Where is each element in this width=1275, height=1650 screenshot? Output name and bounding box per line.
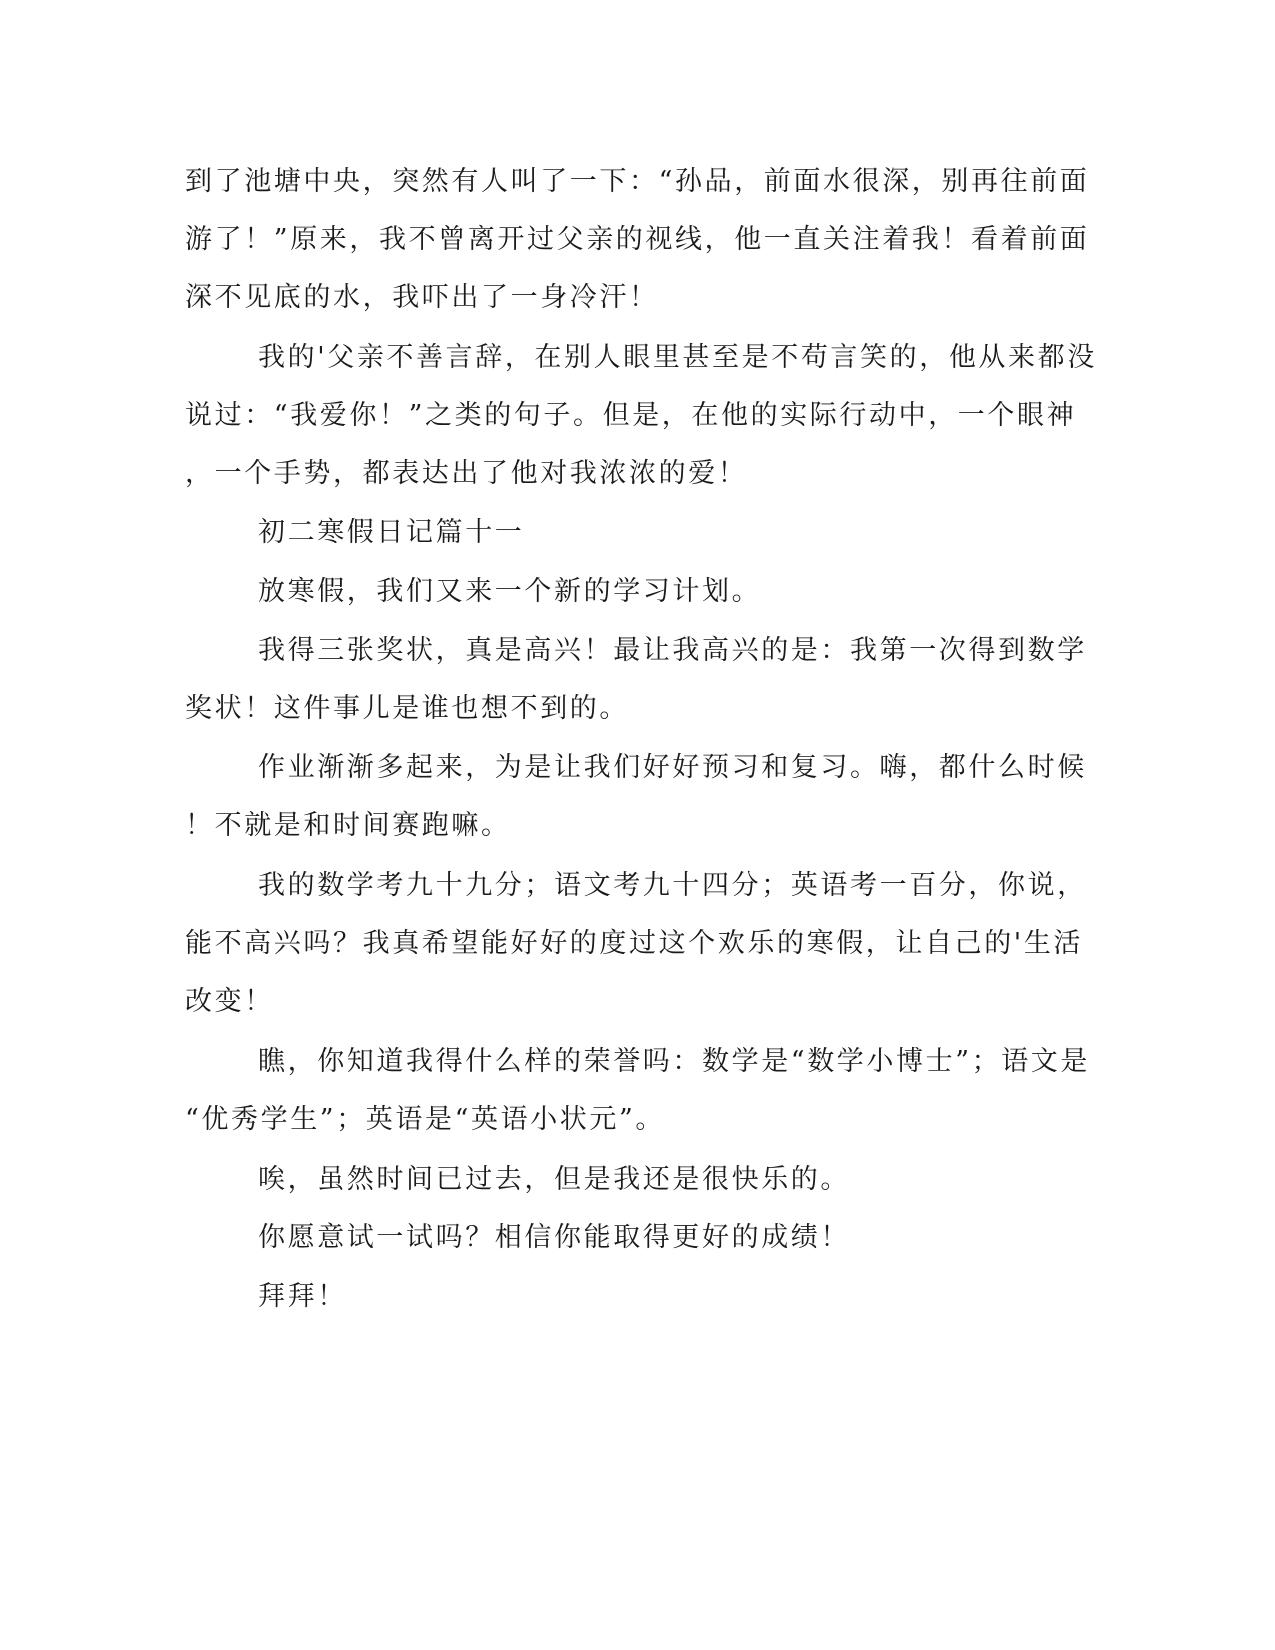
paragraph-first-line: 拜拜！ xyxy=(258,1281,347,1312)
paragraph-first-line: 你愿意试一试吗？相信你能取得更好的成绩！ xyxy=(258,1222,850,1253)
paragraph-first-line: 放寒假，我们又来一个新的学习计划。 xyxy=(258,576,762,607)
text-line: ！不就是和时间赛跑嘛。 xyxy=(185,810,511,841)
text-line: 游了！”原来，我不曾离开过父亲的视线，他一直关注着我！看着前面 xyxy=(185,224,1090,255)
paragraph-first-line: 作业渐渐多起来，为是让我们好好预习和复习。嗨，都什么时候 xyxy=(258,752,1087,783)
text-line: 改变！ xyxy=(185,986,274,1017)
text-line: 到了池塘中央，突然有人叫了一下：“孙品，前面水很深，别再往前面 xyxy=(185,166,1090,197)
text-line: 深不见底的水，我吓出了一身冷汗！ xyxy=(185,282,659,313)
text-line: 说过：“我爱你！”之类的句子。但是，在他的实际行动中，一个眼神 xyxy=(185,400,1077,431)
paragraph-first-line: 我的'父亲不善言辞，在别人眼里甚至是不苟言笑的，他从来都没 xyxy=(258,342,1097,373)
paragraph-first-line: 我得三张奖状，真是高兴！最让我高兴的是：我第一次得到数学 xyxy=(258,635,1087,666)
paragraph-first-line: 瞧，你知道我得什么样的荣誉吗：数学是“数学小博士”；语文是 xyxy=(258,1046,1091,1077)
paragraph-first-line: 我的数学考九十九分；语文考九十四分；英语考一百分，你说， xyxy=(258,870,1087,901)
text-line: 能不高兴吗？我真希望能好好的度过这个欢乐的寒假，让自己的'生活 xyxy=(185,928,1084,959)
text-line: 奖状！这件事儿是谁也想不到的。 xyxy=(185,693,629,724)
paragraph-first-line: 唉，虽然时间已过去，但是我还是很快乐的。 xyxy=(258,1164,850,1195)
section-heading: 初二寒假日记篇十一 xyxy=(258,517,525,548)
text-line: “优秀学生”；英语是“英语小状元”。 xyxy=(185,1104,666,1135)
text-line: ，一个手势，都表达出了他对我浓浓的爱！ xyxy=(185,458,748,489)
